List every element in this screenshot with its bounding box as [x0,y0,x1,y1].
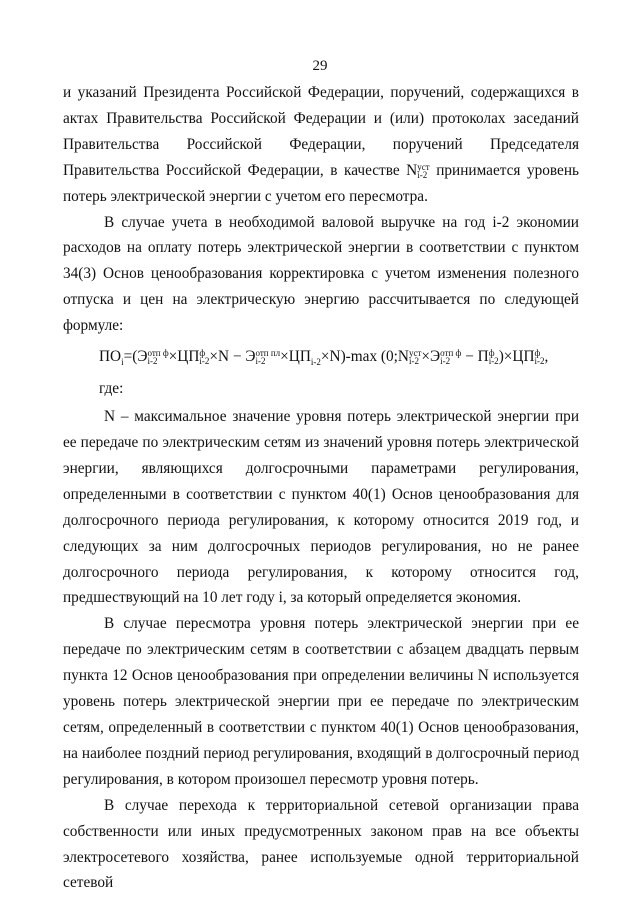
paragraph-text: принимается уровень потерь электрической энергии с учетом его пересмотра. [63,161,579,205]
paragraph-formula-intro: В случае учета в необходимой валовой выручке на год i-2 экономии расходов на оплату потерь электрической энергии в соответствии с пунктом 34(3) Основ ценообразования корректировка с учетом изменения полезного отпуска и цен на электрическую энергию рассчитывается по следующей формуле: [63,213,579,335]
where-label: где: [99,380,124,398]
symbol-n-ust: N уст i-2 [406,161,430,180]
paragraph-ownership-transfer: В случае перехода к территориальной сетевой организации права собственности или иных предусмотренных законом прав на все объекты электросетевого хозяйства, ранее используемые одной территориальной сетевой [63,796,579,892]
paragraph-continuation [63,80,579,210]
page-number: 29 [312,58,328,74]
document-body [63,80,579,896]
paragraph-loss-revision: В случае пересмотра уровня потерь электрической энергии при ее передаче по электрическим сетям в соответствии с абзацем двадцать первым пункта 12 Основ ценообразования при определении величины N используется уровень потерь электрической энергии при ее передаче по электрическим сетям, определенный в соответствии с пунктом 40(1) Основ ценообразования, на наиболее поздний период регулирования, входящий в долгосрочный период регулирования, в котором произошел пересмотр уровня потерь. [63,615,579,788]
loss-correction-formula: $ПО_i=(Э$ отп ф i-2 ×ЦП ф i-2 ×N − Э отп пл i-2 $\times ЦП_{i-2}\times N)-\max$ (0;N уст i-2 ×Э отп ф i-2 − П ф i-2 )×ЦП ф i-2 , [99,348,549,368]
paragraph-text: и указаний Президента Российской Федерации, поручений, содержащихся в актах Правительства Российской Федерации и (или) протоколах заседаний Правительства Российской Федерации, поручений Председателя Правительства Российской Федерации, в качестве [63,84,579,179]
paragraph-n-definition: N – максимальное значение уровня потерь электрической энергии при ее передаче по электрическим сетям из значений уровня потерь электрической энергии, являющихся долгосрочными параметрами регулирования, определенными в соответствии с пунктом 40(1) Основ ценообразования для долгосрочного периода регулирования, к которому относится 2019 год, и следующих за ним долгосрочных периодов регулирования, но не ранее долгосрочного периода регулирования, к которому относится год, предшествующий на 10 лет году i, за который определяется экономия. [63,408,579,607]
